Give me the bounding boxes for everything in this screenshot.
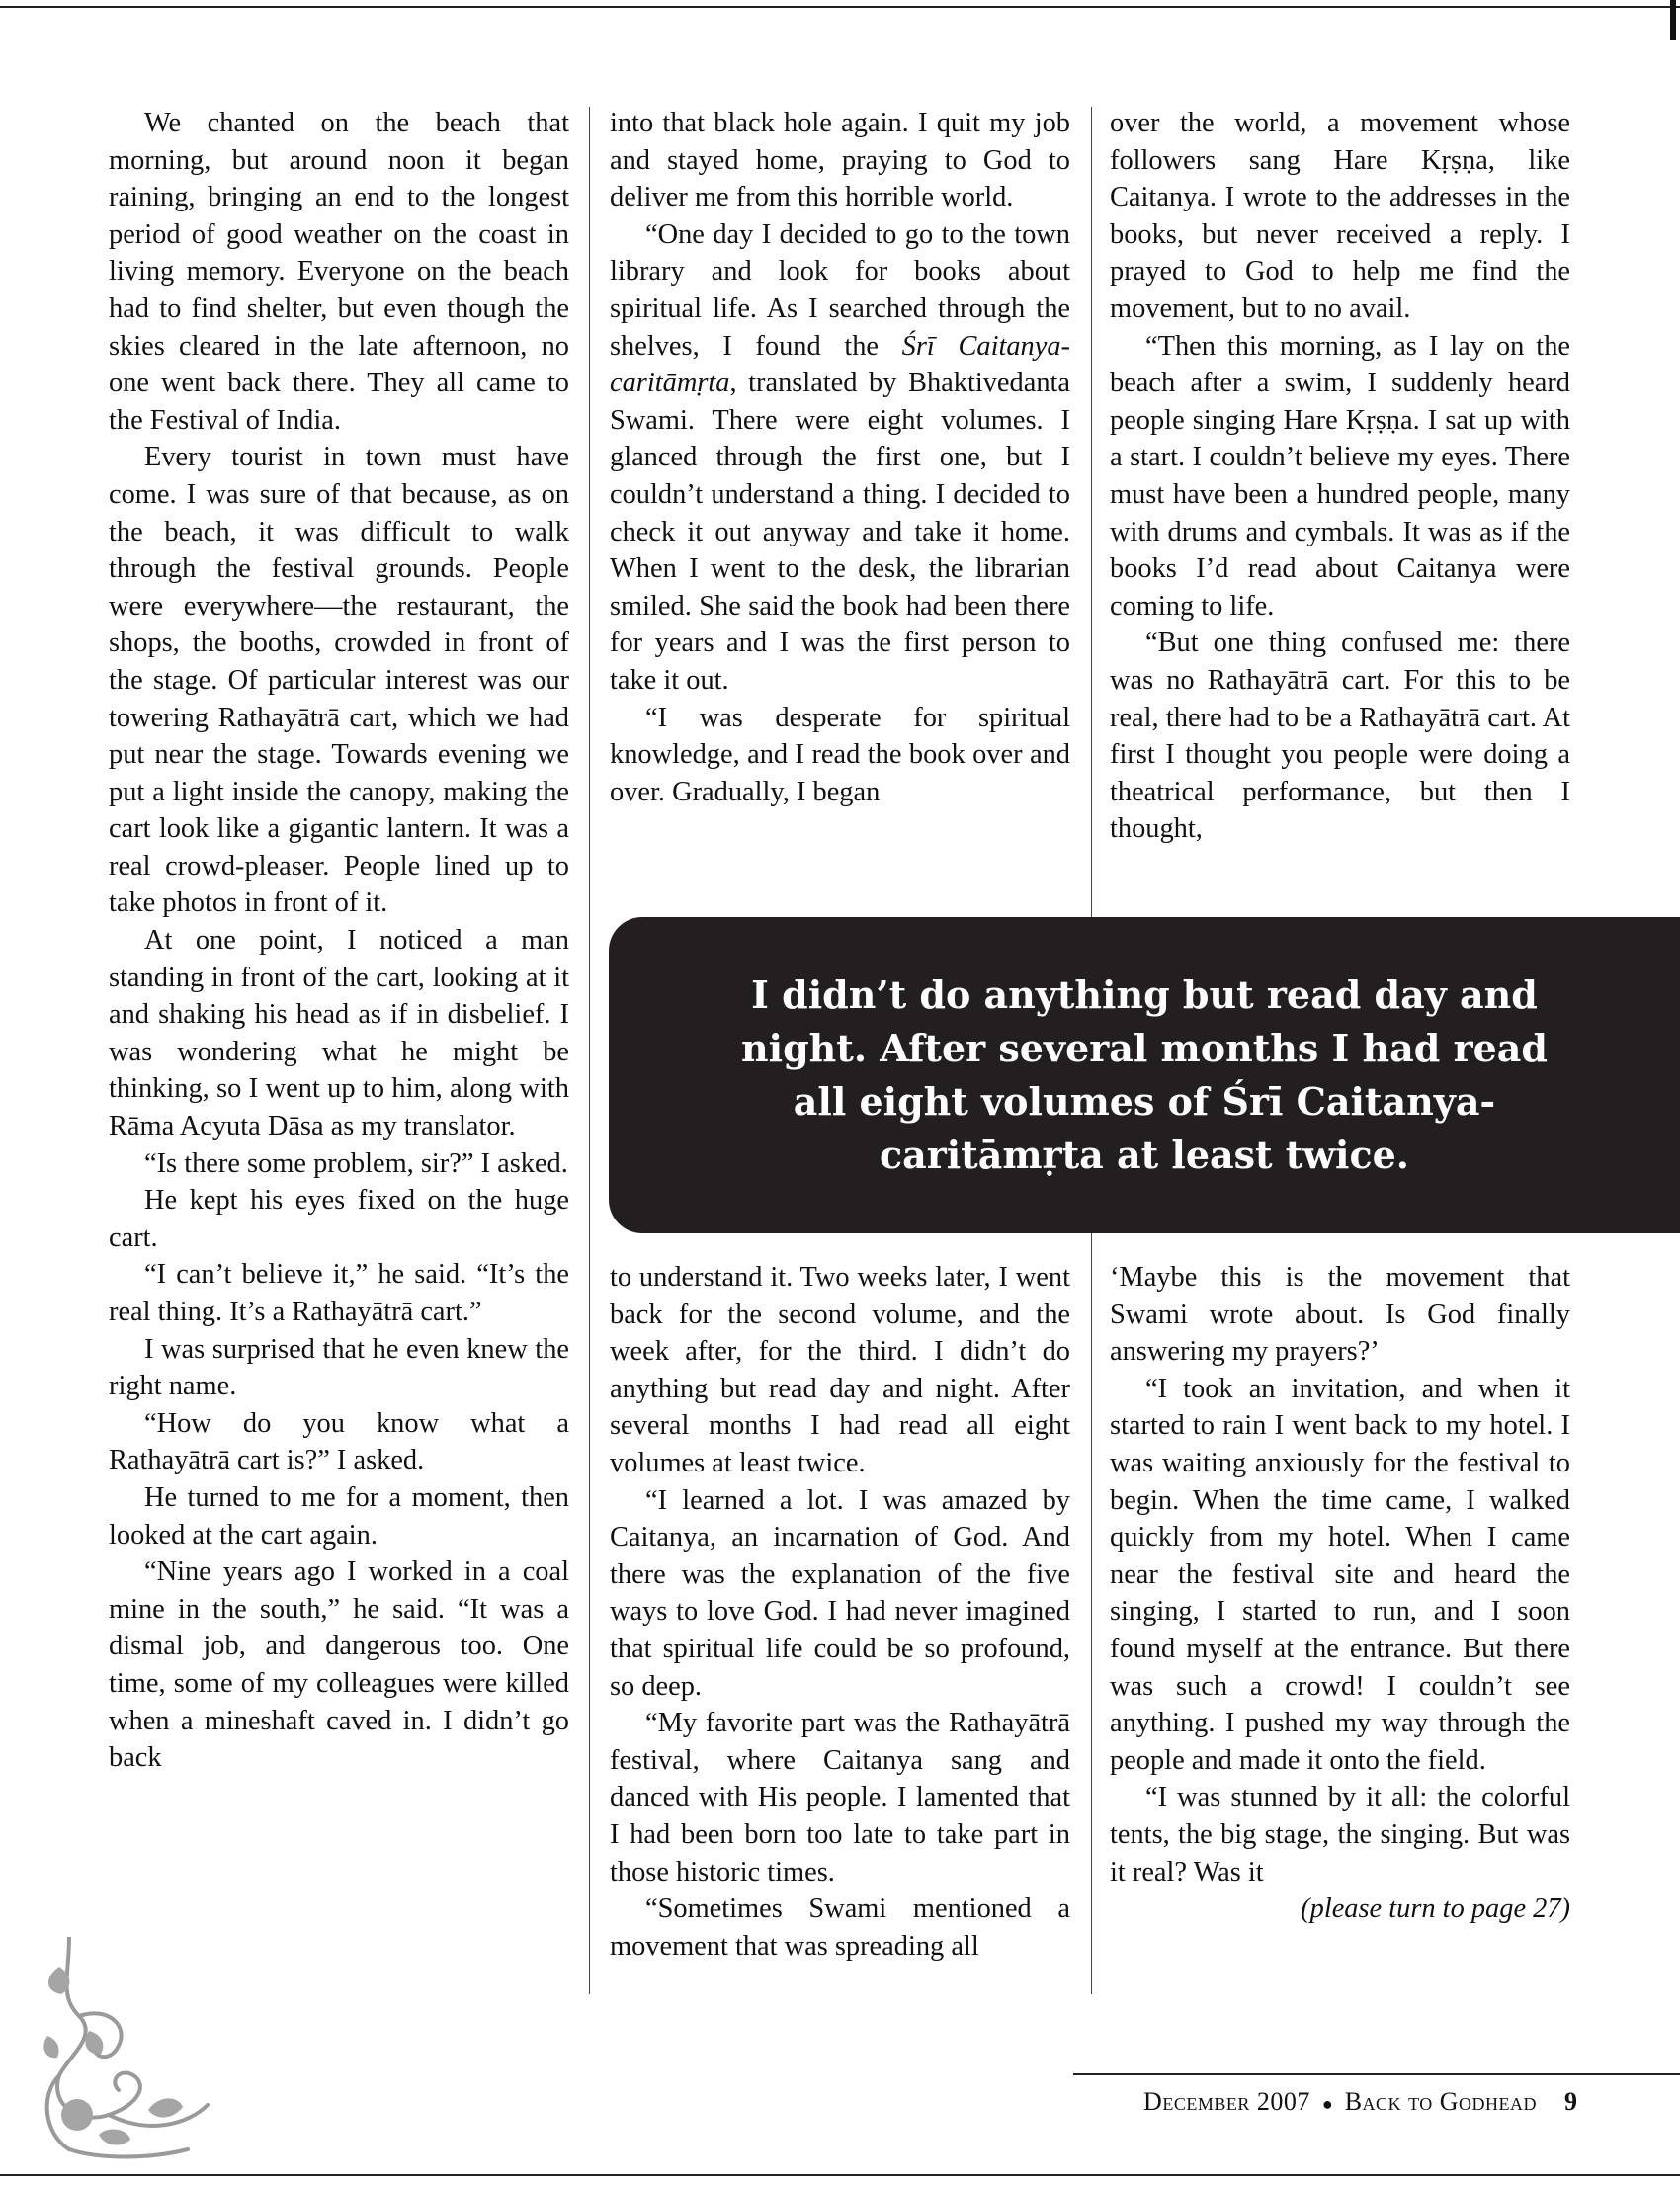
paragraph: “Is there some problem, sir?” I asked. — [144, 1147, 568, 1179]
pull-quote-text: I didn’t do anything but read day and night. After several months I had read all eight volumes of Śrī Caitanya-caritāmṛta at least twice. — [741, 972, 1548, 1177]
page-number: 9 — [1564, 2087, 1577, 2116]
paragraph: “My favorite part was the Rathayātrā festival, where Caitanya sang and danced with His people. I lamented that I had been born too late to take part in those historic times. — [610, 1708, 1070, 1888]
footer-magazine-title: Back to Godhead — [1344, 2087, 1537, 2116]
page-corner-mark — [1670, 0, 1676, 40]
pull-quote-box — [609, 917, 1680, 1233]
paragraph: “But one thing confused me: there was no Rathayātrā cart. For this to be real, there had to be a Rathayātrā cart. At first I thought you people were doing a theatrical performance, but then I thought, — [1110, 628, 1570, 845]
paragraph: “I can’t believe it,” he said. “It’s the real thing. It’s a Rathayātrā cart.” — [109, 1259, 569, 1327]
page-border-bottom — [0, 2174, 1680, 2176]
continued-note: (please turn to page 27) — [1301, 1893, 1570, 1925]
paragraph: over the world, a movement whose followers sang Hare Kṛṣṇa, like Caitanya. I wrote to the addresses in the books, but never received a reply. I prayed to God to help me find the movement, but to no avail. — [1110, 108, 1570, 324]
column-3-bottom — [1110, 1259, 1570, 1928]
paragraph: “Sometimes Swami mentioned a movement that was spreading all — [610, 1893, 1070, 1962]
paragraph: He turned to me for a moment, then looked at the cart again. — [109, 1481, 569, 1551]
book-title: Śrī Caitanya-caritāmṛta — [610, 330, 1070, 399]
paragraph: I was surprised that he even knew the right name. — [109, 1333, 569, 1402]
floral-scroll-ornament-icon — [40, 1937, 227, 2164]
running-footer — [1143, 2087, 1577, 2117]
page-border-top — [0, 6, 1680, 8]
paragraph: “I learned a lot. I was amazed by Caitanya, an incarnation of God. And there was the explanation of the five ways to love God. I had never imagined that spiritual life could be so profound, so deep. — [610, 1484, 1070, 1702]
paragraph: He kept his eyes fixed on the huge cart. — [109, 1185, 569, 1253]
paragraph: to understand it. Two weeks later, I went back for the second volume, and the week after, for the third. I didn’t do anything but read day and night. After several months I had read all eight volumes at least twice. — [610, 1262, 1070, 1478]
paragraph: “How do you know what a Rathayātrā cart is?” I asked. — [109, 1407, 569, 1476]
paragraph: “I took an invitation, and when it started to rain I went back to my hotel. I was waiting anxiously for the festival to begin. When the time came, I walked quickly from my hotel. When I came near the festival site and heard the singing, I started to run, and I soon found myself at the entrance. But there was such a crowd! I couldn’t see anything. I pushed my way through the people and made it onto the field. — [1110, 1373, 1570, 1776]
column-rule-1 — [589, 107, 590, 1994]
footer-date: December 2007 — [1143, 2087, 1310, 2116]
column-2-bottom — [610, 1259, 1070, 1965]
paragraph: into that black hole again. I quit my job and stayed home, praying to God to deliver me from this horrible world. — [610, 108, 1070, 213]
column-1 — [109, 105, 569, 1777]
paragraph: We chanted on the beach that morning, but around noon it began raining, bringing an end to the longest period of good weather on the coast in living memory. Everyone on the beach had to find shelter, but even though the skies cleared in the late afternoon, no one went back there. They all came to the Festival of India. — [109, 108, 569, 436]
paragraph: “Then this morning, as I lay on the beach after a swim, I suddenly heard people singing Hare Kṛṣṇa. I sat up with a start. I couldn’t believe my eyes. There must have been a hundred people, many with drums and cymbals. It was as if the books I’d read about Caitanya were coming to life. — [1110, 330, 1570, 622]
paragraph — [610, 216, 1070, 700]
paragraph-text: “One day I decided to go to the town library and look for books about spiritual life. As I searched through the shelves, I found the — [610, 218, 1070, 362]
paragraph: “I was stunned by it all: the colorful tents, the big stage, the singing. But was it real? Was it — [1110, 1782, 1570, 1888]
footer-bullet: ● — [1321, 2094, 1333, 2114]
footer-rule — [1073, 2073, 1680, 2075]
paragraph: At one point, I noticed a man standing in front of the cart, looking at it and shaking his head as if in disbelief. I was wondering what he might be thinking, so I went up to him, along with Rāma Acyuta Dāsa as my translator. — [109, 925, 569, 1142]
paragraph: ‘Maybe this is the movement that Swami wrote about. Is God finally answering my prayers?’ — [1110, 1262, 1570, 1368]
paragraph-text: , translated by Bhaktivedanta Swami. There were eight volumes. I glanced through the first one, but I couldn’t understand a thing. I decided to check it out anyway and take it home. When I went to the desk, the librarian smiled. She said the book had been there for years and I was the first person to take it out. — [610, 368, 1070, 696]
column-3-top — [1110, 105, 1570, 848]
column-2-top — [610, 105, 1070, 810]
paragraph: Every tourist in town must have come. I was sure of that because, as on the beach, it was difficult to walk through the festival grounds. People were everywhere—the restaurant, the shops, the booths, crowded in front of the stage. Of particular interest was our towering Rathayātrā cart, which we had put near the stage. Towards evening we put a light inside the canopy, making the cart look like a gigantic lantern. It was a real crowd-pleaser. People lined up to take photos in front of it. — [109, 442, 569, 919]
paragraph: “I was desperate for spiritual knowledge, and I read the book over and over. Gradually, I began — [610, 702, 1070, 807]
paragraph: “Nine years ago I worked in a coal mine in the south,” he said. “It was a dismal job, and dangerous too. One time, some of my colleagues were killed when a mineshaft caved in. I didn’t go back — [109, 1556, 569, 1774]
